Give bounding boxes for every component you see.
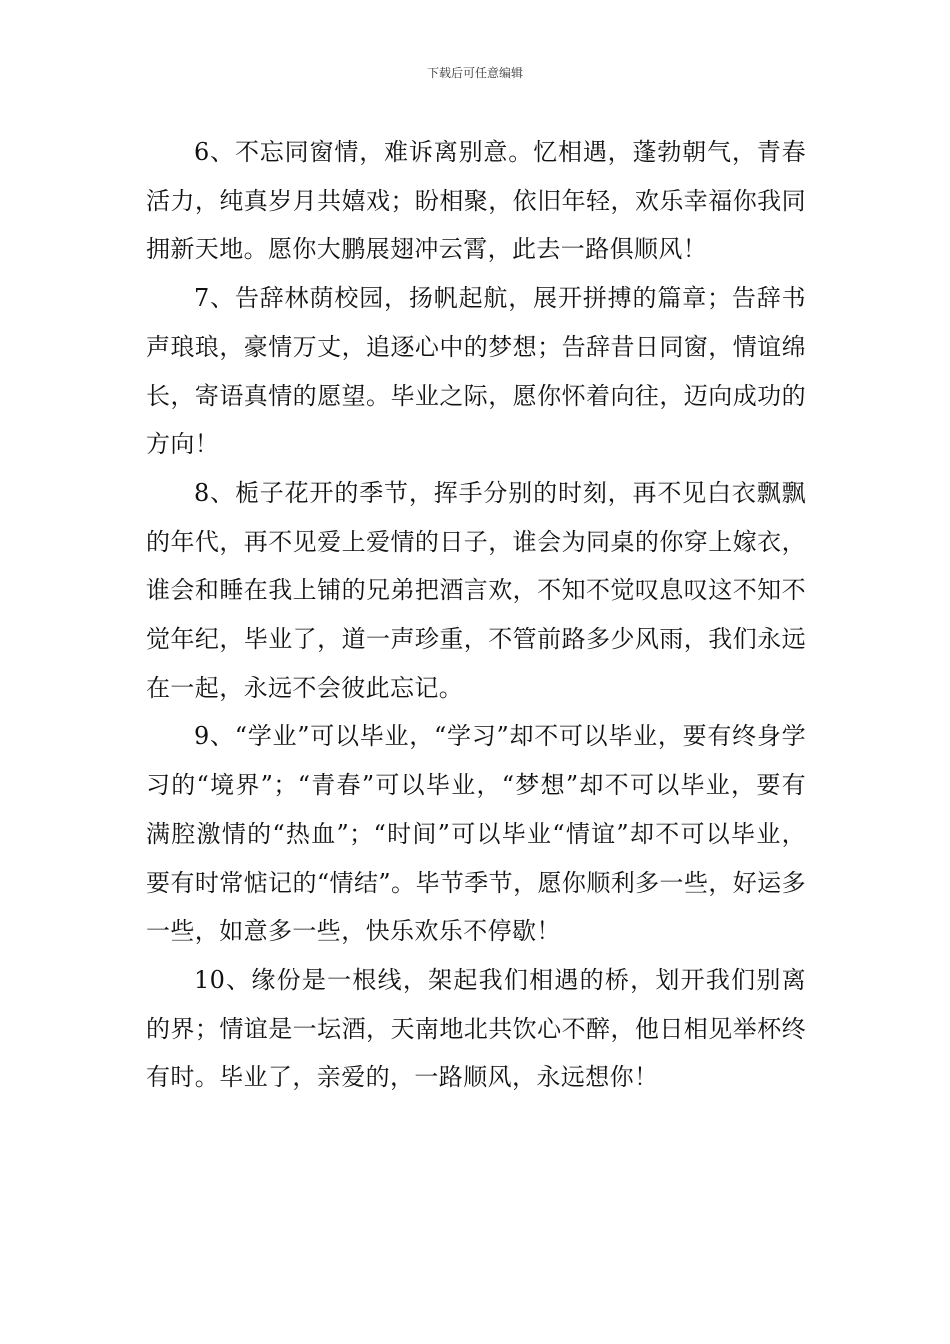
paragraph-7: 7、告辞林荫校园，扬帆起航，展开拼搏的篇章；告辞书声琅琅，豪情万丈，追逐心中的梦想；告辞昔日同窗，情谊绵长，寄语真情的愿望。毕业之际，愿你怀着向往，迈向成功的方向！ — [146, 284, 806, 459]
document-body — [146, 128, 806, 1102]
paragraph-6: 6、不忘同窗情，难诉离别意。忆相遇，蓬勃朝气，青春活力，纯真岁月共嬉戏；盼相聚，依旧年轻，欢乐幸福你我同拥新天地。愿你大鹏展翅冲云霄，此去一路俱顺风！ — [146, 138, 806, 264]
paragraph-9: 9、“学业”可以毕业，“学习”却不可以毕业，要有终身学习的“境界”；“青春”可以毕业，“梦想”却不可以毕业，要有满腔激情的“热血”；“时间”可以毕业“情谊”却不可以毕业，要有时常惦记的“情结”。毕节季节，愿你顺利多一些，好运多一些，如意多一些，快乐欢乐不停歇！ — [146, 722, 806, 946]
page-header: 下载后可任意编辑 — [426, 66, 523, 80]
paragraph-10: 10、缘份是一根线，架起我们相遇的桥，划开我们别离的界；情谊是一坛酒，天南地北共饮心不醉，他日相见举杯终有时。毕业了，亲爱的，一路顺风，永远想你！ — [146, 965, 806, 1092]
paragraph-8: 8、栀子花开的季节，挥手分别的时刻，再不见白衣飘飘的年代，再不见爱上爱情的日子，谁会为同桌的你穿上嫁衣，谁会和睡在我上铺的兄弟把酒言欢，不知不觉叹息叹这不知不觉年纪，毕业了，道一声珍重，不管前路多少风雨，我们永远在一起，永远不会彼此忘记。 — [146, 478, 806, 702]
